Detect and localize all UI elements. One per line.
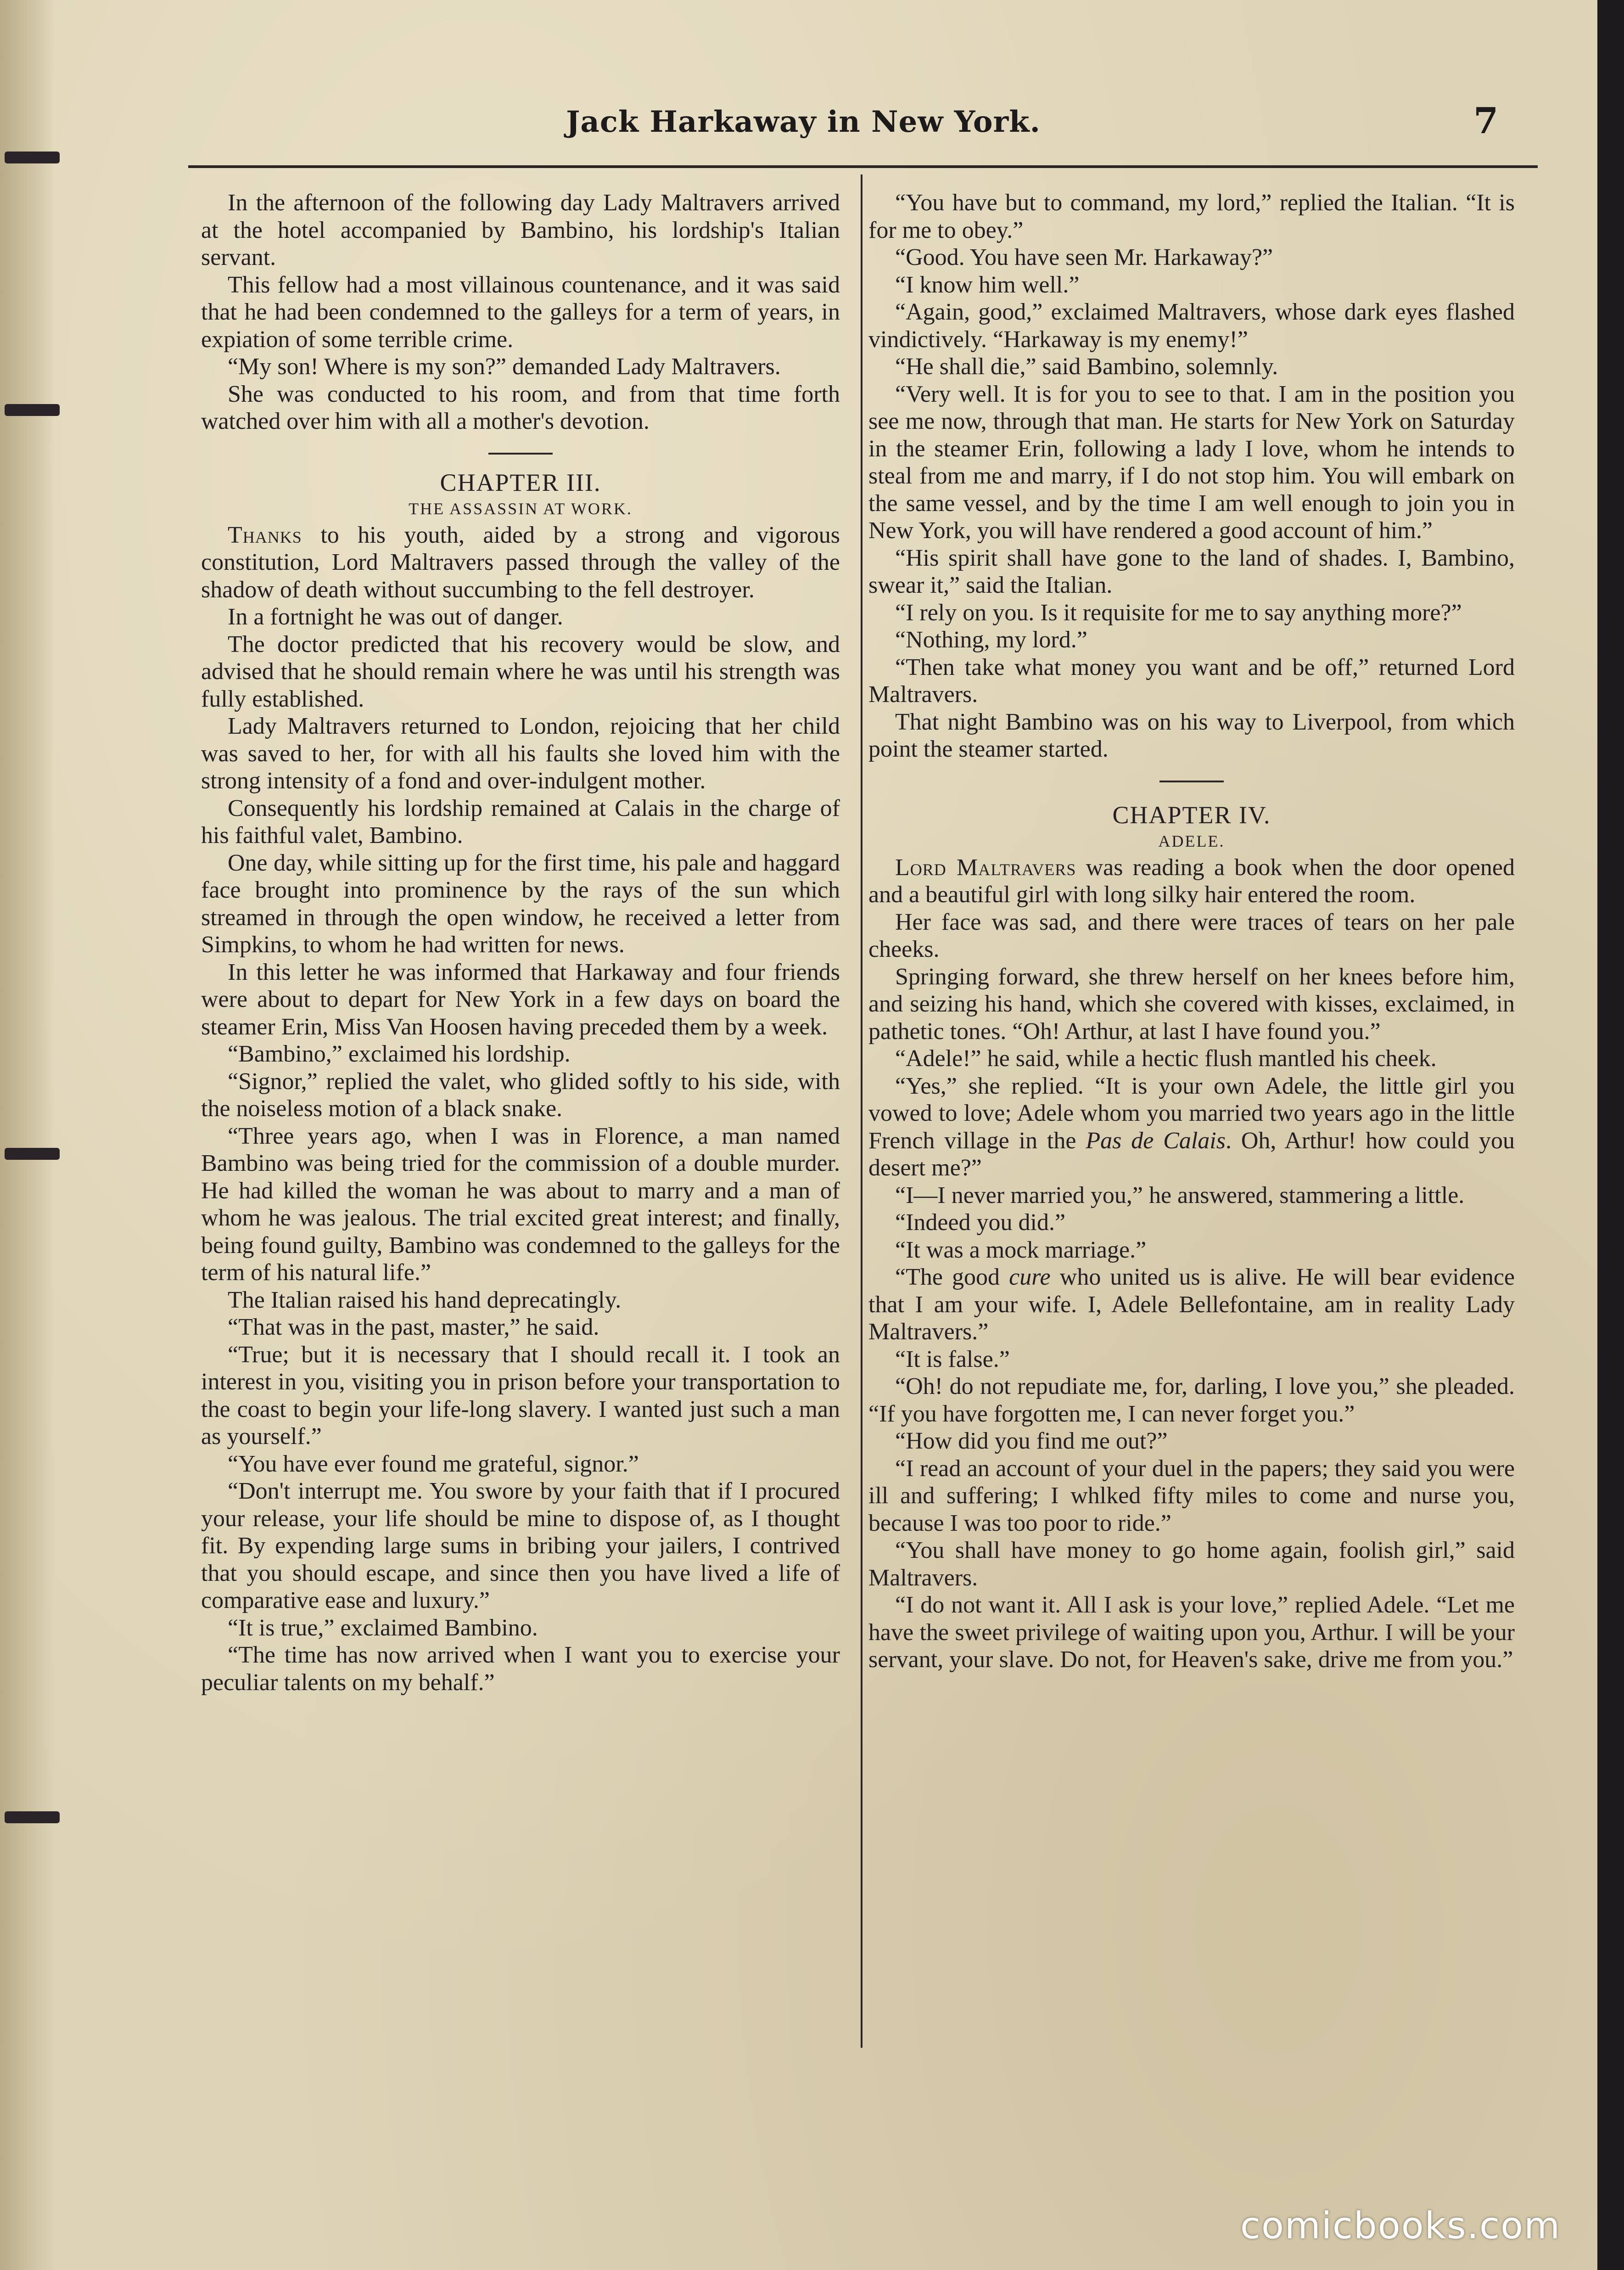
paragraph: Thanks to his youth, aided by a strong and vigorous constitution, Lord Maltravers passed through the valley of the shadow of death without succumbing to the fell destroyer.: [201, 522, 840, 603]
section-rule: [488, 453, 553, 455]
column-divider: [861, 174, 862, 2048]
paragraph: Lady Maltravers returned to London, rejoicing that her child was saved to her, for with all his faults she loved him with the strong intensity of a fond and over-indulgent mother.: [201, 713, 840, 794]
binding-stitch: [5, 152, 60, 163]
chapter-title: CHAPTER IV.: [1112, 801, 1271, 829]
binding-stitch: [5, 404, 60, 416]
paragraph: “I do not want it. All I ask is your love,” replied Adele. “Let me have the sweet privilege of waiting upon you, Arthur. I will be your servant, your slave. Do not, for Heaven's sake, drive me from you.”: [868, 1592, 1515, 1673]
paragraph: “I read an account of your duel in the papers; they said you were ill and suffering; I whlked fifty miles to come and nurse you, because I was too poor to ride.”: [868, 1455, 1515, 1536]
paragraph: “Oh! do not repudiate me, for, darling, I love you,” she pleaded. “If you have forgotten me, I can never forget you.”: [868, 1373, 1515, 1427]
chapter-title: CHAPTER III.: [440, 468, 601, 496]
chapter-subtitle: THE ASSASSIN AT WORK.: [409, 499, 633, 518]
paragraph: “It was a mock marriage.”: [895, 1236, 1147, 1263]
paragraph: “Bambino,” exclaimed his lordship.: [228, 1041, 571, 1067]
paragraph: “He shall die,” said Bambino, solemnly.: [895, 354, 1278, 380]
paragraph: “You shall have money to go home again, foolish girl,” said Maltravers.: [868, 1537, 1515, 1591]
paragraph: In the afternoon of the following day Lady Maltravers arrived at the hotel accompanied by Bambino, his lordship's Italian servant.: [201, 190, 840, 270]
paragraph: “Good. You have seen Mr. Harkaway?”: [895, 244, 1273, 270]
italic-place-name: Pas de Calais: [1086, 1127, 1226, 1154]
header-rule: [188, 165, 1538, 168]
paragraph: “It is true,” exclaimed Bambino.: [228, 1614, 538, 1641]
paragraph: In this letter he was informed that Harkaway and four friends were about to depart for New York in a few days on board the steamer Erin, Miss Van Hoosen having preceded them by a week.: [201, 959, 840, 1040]
paragraph: This fellow had a most villainous countenance, and it was said that he had been condemned to the galleys for a term of years, in expiation of some terrible crime.: [201, 271, 840, 353]
paragraph: “It is false.”: [895, 1346, 1010, 1372]
paragraph: “Adele!” he said, while a hectic flush mantled his cheek.: [895, 1045, 1437, 1072]
paragraph: The doctor predicted that his recovery would be slow, and advised that he should remain where he was until his strength was fully established.: [201, 631, 840, 712]
binding-stitch: [5, 1148, 60, 1160]
right-column: [868, 189, 1515, 1674]
lead-word: Lord Maltravers: [895, 854, 1076, 881]
lead-word: Thanks: [228, 522, 302, 548]
paragraph: “Indeed you did.”: [895, 1209, 1066, 1236]
paragraph: One day, while sitting up for the first time, his pale and haggard face brought into prominence by the rays of the sun which streamed in through the open window, he received a letter from Simpkins, to whom he had written for news.: [201, 849, 840, 958]
page-binding-edge: [0, 0, 55, 2270]
paragraph: “I—I never married you,” he answered, stammering a little.: [895, 1182, 1465, 1208]
paragraph: “The good cure who united us is alive. He will bear evidence that I am your wife. I, Adele Bellefontaine, am in reality Lady Maltravers.”: [868, 1264, 1515, 1345]
paragraph: “Nothing, my lord.”: [895, 627, 1087, 653]
paragraph: “How did you find me out?”: [895, 1428, 1168, 1454]
paragraph: “Very well. It is for you to see to that. I am in the position you see me now, through that man. He starts for New York on Saturday in the steamer Erin, following a lady I love, whom he intends to steal from me and marry, if I do not stop him. You will embark on the same vessel, and by the time I am well enough to join you in New York, you will have rendered a good account of him.”: [868, 381, 1515, 544]
paragraph: The Italian raised his hand deprecatingly.: [228, 1287, 622, 1313]
paragraph: “You have ever found me grateful, signor.”: [228, 1450, 639, 1477]
paragraph: “The time has now arrived when I want you to exercise your peculiar talents on my behalf.”: [201, 1642, 840, 1696]
paragraph: Her face was sad, and there were traces of tears on her pale cheeks.: [868, 909, 1515, 962]
paragraph: “Three years ago, when I was in Florence, a man named Bambino was being tried for the commission of a double murder. He had killed the woman he was about to marry and a man of whom he was jealous. The trial excited great interest; and finally, being found guilty, Bambino was condemned to the galleys for the term of his natural life.”: [201, 1123, 840, 1286]
paragraph: “That was in the past, master,” he said.: [228, 1314, 599, 1340]
paragraph: She was conducted to his room, and from that time forth watched over him with all a mother's devotion.: [201, 381, 840, 434]
site-watermark: comicbooks.com: [1240, 2204, 1561, 2247]
paragraph: “Don't interrupt me. You swore by your faith that if I procured your release, your life should be mine to dispose of, as I thought fit. By expending large sums in bribing your jailers, I contrived that you should escape, and since then you have lived a life of comparative ease and luxury.”: [201, 1478, 840, 1613]
paragraph: “True; but it is necessary that I should recall it. I took an interest in you, visiting you in prison before your transportation to the coast to begin your life-long slavery. I wanted just such a man as yourself.”: [201, 1341, 840, 1450]
paragraph: “His spirit shall have gone to the land of shades. I, Bambino, swear it,” said the Italian.: [868, 545, 1515, 598]
paragraph: In a fortnight he was out of danger.: [228, 604, 563, 630]
paragraph: “My son! Where is my son?” demanded Lady Maltravers.: [228, 354, 781, 380]
paragraph: “Yes,” she replied. “It is your own Adele, the little girl you vowed to love; Adele whom you married two years ago in the little French village in the Pas de Calais. Oh, Arthur! how could you desert me?”: [868, 1073, 1515, 1181]
italic-word: cure: [1009, 1264, 1051, 1290]
left-column: [201, 189, 840, 1696]
paragraph: “I rely on you. Is it requisite for me to say anything more?”: [895, 599, 1462, 626]
running-head: Jack Harkaway in New York.: [566, 105, 1041, 139]
binding-stitch: [5, 1811, 60, 1823]
paragraph: Springing forward, she threw herself on her knees before him, and seizing his hand, which she covered with kisses, exclaimed, in pathetic tones. “Oh! Arthur, at last I have found you.”: [868, 963, 1515, 1045]
paragraph: That night Bambino was on his way to Liverpool, from which point the steamer started.: [868, 708, 1515, 762]
paragraph: “Signor,” replied the valet, who glided softly to his side, with the noiseless motion of a black snake.: [201, 1068, 840, 1122]
paragraph: “Again, good,” exclaimed Maltravers, whose dark eyes flashed vindictively. “Harkaway is my enemy!”: [868, 299, 1515, 353]
page-number: 7: [1473, 100, 1499, 142]
paragraph: “Then take what money you want and be off,” returned Lord Maltravers.: [868, 654, 1515, 708]
section-rule: [1159, 781, 1224, 782]
paragraph: “You have but to command, my lord,” replied the Italian. “It is for me to obey.”: [868, 190, 1515, 243]
paragraph: “I know him well.”: [895, 271, 1080, 298]
paragraph: Consequently his lordship remained at Calais in the charge of his faithful valet, Bambino.: [201, 795, 840, 848]
paragraph: Lord Maltravers was reading a book when the door opened and a beautiful girl with long silky hair entered the room.: [868, 854, 1515, 908]
chapter-subtitle: ADELE.: [1158, 832, 1225, 850]
